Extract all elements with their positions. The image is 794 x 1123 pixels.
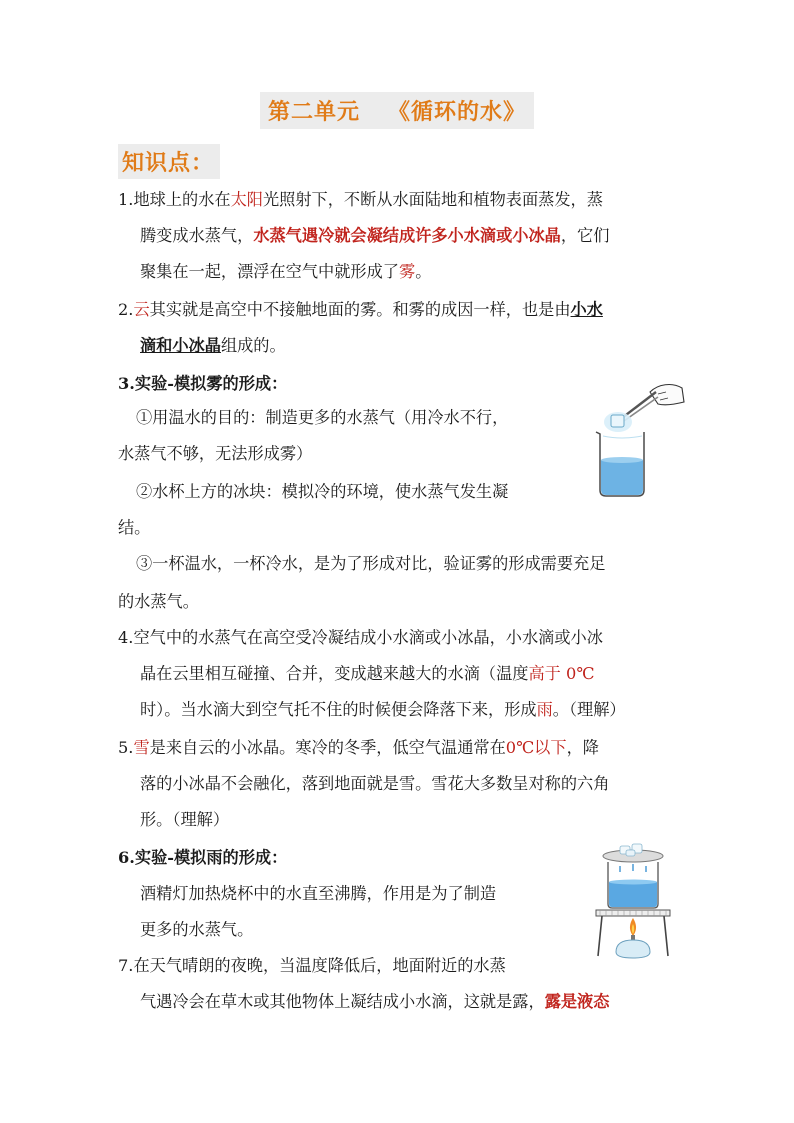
item-1-line-2: 腾变成水蒸气，水蒸气遇冷就会凝结成许多小水滴或小冰晶，它们 (140, 226, 610, 245)
item-3-point-2a: ②水杯上方的冰块：模拟冷的环境，使水蒸气发生凝 (136, 482, 509, 501)
rain-experiment-illustration (590, 842, 676, 966)
item-4-line-1: 4.空气中的水蒸气在高空受冷凝结成小水滴或小冰晶，小水滴或小冰 (118, 628, 603, 647)
item-6-line-2: 更多的水蒸气。 (140, 920, 254, 939)
item-3-point-1a: ①用温水的目的：制造更多的水蒸气（用冷水不行， (136, 408, 509, 427)
hand-icon (650, 385, 684, 405)
alcohol-lamp-icon (616, 918, 650, 958)
item-4-line-3: 时）。当水滴大到空气托不住的时候便会降落下来，形成雨。（理解） (140, 700, 626, 719)
fog-experiment-illustration (588, 370, 688, 500)
item-3-point-3b: 的水蒸气。 (118, 592, 199, 611)
section-heading: 知识点： (118, 144, 220, 179)
item-6-line-1: 酒精灯加热烧杯中的水直至沸腾，作用是为了制造 (140, 884, 497, 903)
ice-cube-icon (604, 412, 632, 432)
item-1-line-1: 1.地球上的水在太阳光照射下，不断从水面陆地和植物表面蒸发，蒸 (118, 190, 603, 209)
item-5-line-2: 落的小冰晶不会融化，落到地面就是雪。雪花大多数呈对称的六角 (140, 774, 610, 793)
item-3-point-1b: 水蒸气不够，无法形成雾） (118, 444, 313, 463)
item-3-point-3a: ③一杯温水，一杯冷水，是为了形成对比，验证雾的形成需要充足 (136, 554, 606, 573)
item-3-point-2b: 结。 (118, 518, 151, 537)
page-title: 第二单元 《循环的水》 (260, 92, 534, 129)
item-2-line-1: 2.云其实就是高空中不接触地面的雾。和雾的成因一样，也是由小水 (118, 300, 603, 319)
item-4-line-2: 晶在云里相互碰撞、合并，变成越来越大的水滴（温度高于 0℃ (140, 664, 595, 683)
item-5-line-3: 形。（理解） (140, 810, 230, 829)
beaker-icon (596, 432, 644, 496)
item-7-line-1: 7.在天气晴朗的夜晚，当温度降低后，地面附近的水蒸 (118, 956, 506, 975)
wire-gauze-icon (596, 910, 670, 916)
title-wrap (0, 92, 794, 129)
item-5-line-1: 5.雪是来自云的小冰晶。寒冷的冬季，低空气温通常在0℃以下，降 (118, 738, 599, 757)
item-3-title: 3.实验-模拟雾的形成： (118, 374, 288, 393)
item-7-line-2: 气遇冷会在草木或其他物体上凝结成小水滴，这就是露，露是液态 (140, 992, 610, 1011)
item-6-title: 6.实验-模拟雨的形成： (118, 848, 288, 867)
water-drop-icon (620, 864, 646, 872)
item-1-line-3: 聚集在一起，漂浮在空气中就形成了雾。 (140, 262, 432, 281)
item-2-line-2: 滴和小冰晶组成的。 (140, 336, 286, 355)
ice-plate-icon (603, 844, 663, 862)
